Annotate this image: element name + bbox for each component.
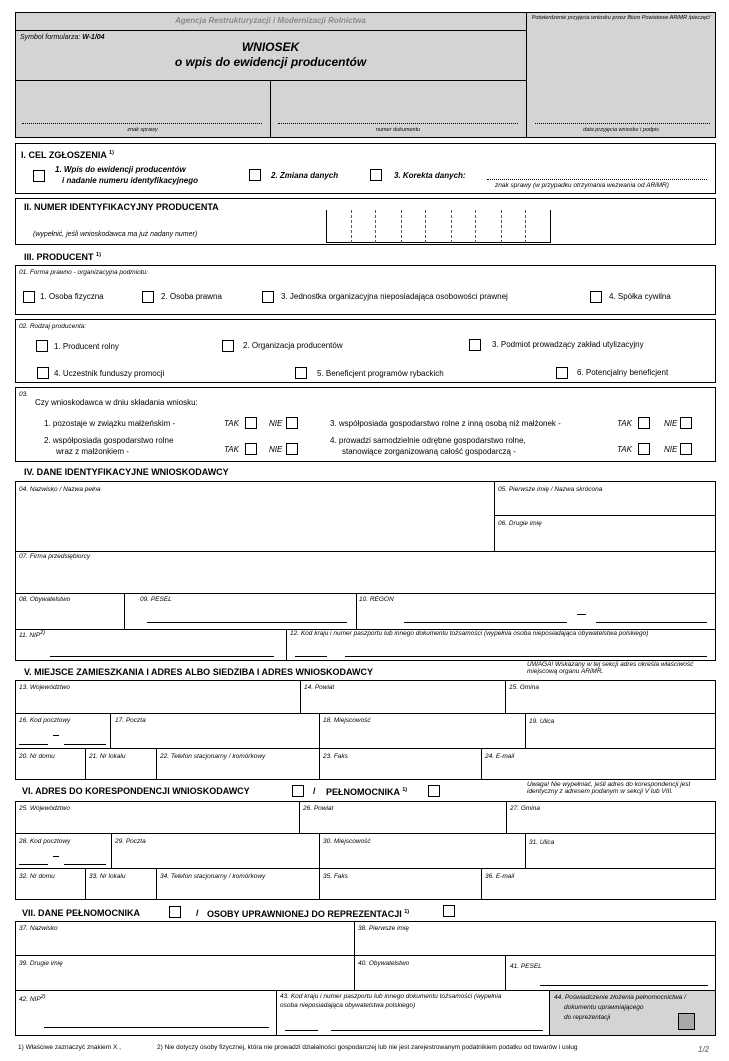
section-6-title-b: PEŁNOMOCNIKA $^{1)}$ [326,787,408,797]
q4-label-2: stanowiące zorganizowaną całość gospodarczą - [342,447,516,456]
correspondence-grid [15,801,716,900]
proxy-certification-checkbox[interactable] [678,1013,695,1030]
type-utilization: 3. Podmiot prowadzący zakład utylizacyjny [492,340,644,349]
proxy-second-name-field[interactable]: 39. Drugie imię [19,960,63,967]
nip-field[interactable]: 11. NIP$^{2)}$ [19,630,46,640]
legal-form-unit-checkbox[interactable] [262,291,274,303]
receipt-date-field[interactable]: data przyjęcia wniosku i podpis [583,127,659,133]
proxy-surname-field[interactable]: 37. Nazwisko [19,925,58,932]
voivodeship-field[interactable]: 13. Województwo [19,684,70,691]
legal-form-unit: 3. Jednostka organizacyjna nieposiadająca osobowości prawnej [281,292,508,301]
proxy-pesel-field[interactable]: 41. PESEL [510,963,542,970]
producer-id-cells[interactable] [326,210,551,243]
q1-yes-checkbox[interactable] [245,417,257,429]
legal-form-civil-checkbox[interactable] [590,291,602,303]
purpose-correction-checkbox[interactable] [370,169,382,181]
purpose-change-label: 2. Zmiana danych [271,171,339,180]
proxy-certification-2: dokumentu uprawniającego [564,1004,644,1011]
proxy-passport-field-2: osoba nieposiadająca obywatelstwa polskiego) [280,1002,416,1009]
locality-field[interactable]: 18. Miejscowość [323,717,371,724]
proxy-certification: 44. Poświadczenie złożenia pełnomocnictwa / [554,994,686,1001]
post-office-field[interactable]: 17. Poczta [115,717,146,724]
q2-no-checkbox[interactable] [286,443,298,455]
proxy-nip-field[interactable]: 42. NIP$^{2)}$ [19,994,46,1004]
q4-no: NIE [664,445,678,454]
corr-post-office-field[interactable]: 29. Poczta [115,838,146,845]
legal-form-legal-checkbox[interactable] [142,291,154,303]
corr-email-field[interactable]: 36. E-mail [485,873,515,880]
apartment-number-field[interactable]: 21. Nr lokalu [89,753,126,760]
marital-label: 03. [19,391,29,398]
q3-no: NIE [664,419,678,428]
corr-postal-code-field[interactable]: 28. Kod pocztowy [19,838,71,845]
proxy-first-name-field[interactable]: 38. Pierwsze imię [358,925,409,932]
second-name-field[interactable]: 06. Drugie imię [498,520,542,527]
section-3-title: III. PRODUCENT $^{1)}$ [24,252,101,262]
q4-no-checkbox[interactable] [680,443,692,455]
section-7-title: VII. DANE PEŁNOMOCNIKA [22,908,141,918]
marital-question: Czy wnioskodawca w dniu składania wniosku: [35,398,198,407]
proxy-passport-field[interactable]: 43. Kod kraju i numer paszportu lub innego dokumentu tożsamości (wypełnia [280,993,502,1000]
section-4-title: IV. DANE IDENTYFIKACYJNE WNIOSKODAWCY [24,467,229,477]
type-utilization-checkbox[interactable] [469,339,481,351]
corr-apartment-field[interactable]: 33. Nr lokalu [89,873,126,880]
fax-field[interactable]: 23. Faks [323,753,348,760]
section-5-title: V. MIEJSCE ZAMIESZKANIA I ADRES ALBO SIEDZIBA I ADRES WNIOSKODAWCY [24,667,374,677]
phone-field[interactable]: 22. Telefon stacjonarny / komórkowy [160,753,266,760]
proxy-certification-3: do reprezentacji [564,1014,611,1021]
q2-label-2: wraz z małżonkiem - [56,447,129,456]
representative-checkbox[interactable] [443,905,455,917]
producer-id-note: (wypełnić, jeśli wnioskodawca ma już nadany numer) [33,231,198,238]
regon-field[interactable]: 10. REGON [359,596,394,603]
producer-type-label: 02. Rodzaj producenta: [19,323,87,330]
legal-form-legal: 2. Osoba prawna [161,292,222,301]
postal-code-field[interactable]: 16. Kod pocztowy [19,717,71,724]
q1-no-checkbox[interactable] [286,417,298,429]
type-organization-checkbox[interactable] [222,340,234,352]
corr-house-number-field[interactable]: 32. Nr domu [19,873,55,880]
q4-yes: TAK [617,445,632,454]
legal-form-civil: 4. Spółka cywilna [609,292,671,301]
surname-field[interactable]: 04. Nazwisko / Nazwa pełna [19,486,101,493]
section-7-title-b: OSOBY UPRAWNIONEJ DO REPREZENTACJI $^{1)}$ [207,909,410,919]
email-field[interactable]: 24. E-mail [485,753,515,760]
correction-case-number[interactable]: znak sprawy (w przypadku otrzymania wezwania od ARiMR) [495,182,669,189]
correspondence-applicant-checkbox[interactable] [292,785,304,797]
corr-locality-field[interactable]: 30. Miejscowość [323,838,371,845]
q2-no: NIE [269,445,283,454]
page-number: 1/2 [698,1045,710,1054]
q1-no: NIE [269,419,283,428]
proxy-checkbox[interactable] [169,906,181,918]
q3-yes: TAK [617,419,632,428]
section-7-slash: / [196,908,199,918]
q4-label: 4. prowadzi samodzielnie odrębne gospodarstwo rolne, [330,436,526,445]
type-farmer-checkbox[interactable] [36,340,48,352]
purpose-register-label: 1. Wpis do ewidencji producentów [55,165,186,174]
section-6-warning: Uwaga! Nie wypełniać, jeśli adres do korespondencji jest identyczny z adresem podanym w sekcji V lub VIII. [527,781,691,796]
type-fishery-checkbox[interactable] [295,367,307,379]
q1-yes: TAK [224,419,239,428]
legal-form-natural-checkbox[interactable] [23,291,35,303]
legal-form-label: 01. Forma prawno - organizacyjna podmiotu: [19,269,148,276]
q1-label: 1. pozostaje w związku małżeńskim - [44,419,176,428]
corr-street-field[interactable]: 31. Ulica [529,839,555,846]
type-potential: 6. Potencjalny beneficjent [577,368,669,377]
type-organization: 2. Organizacja producentów [243,341,343,350]
commune-field[interactable]: 15. Gmina [509,684,539,691]
section-1-title: I. CEL ZGŁOSZENIA $^{1)}$ [21,150,114,160]
form-subtitle: o wpis do ewidencji producentów [174,55,367,69]
type-fishery: 5. Beneficjent programów rybackich [317,369,444,378]
footnote-2: 2) Nie dotyczy osoby fizycznej, która nie prowadzi działalności gospodarczej lub nie jest zarejestrowanym podatnikiem podatku od towarów i usług [157,1044,578,1051]
document-number-field[interactable]: numer dokumentu [375,127,421,133]
case-number-field[interactable]: znak sprawy [127,127,158,133]
q2-label: 2. współposiada gospodarstwo rolne [44,436,174,445]
purpose-correction-label: 3. Korekta danych: [394,171,466,180]
q4-yes-checkbox[interactable] [638,443,650,455]
section-5-warning: UWAGA! Wskazany w tej sekcji adres określa właściwość miejscową organu ARiMR. [527,661,694,676]
corr-fax-field[interactable]: 35. Faks [323,873,348,880]
section-2-title: II. NUMER IDENTYFIKACYJNY PRODUCENTA [24,202,219,212]
type-potential-checkbox[interactable] [556,367,568,379]
form-title: WNIOSEK [241,40,300,54]
district-field[interactable]: 14. Powiat [304,684,335,691]
pesel-field[interactable]: 09. PESEL [140,596,172,603]
address-grid [15,680,716,780]
q3-label: 3. współposiada gospodarstwo rolne z inną osobą niż małżonek - [330,419,561,428]
symbol-label: Symbol formularza: W-1/04 [20,34,105,41]
q2-yes-checkbox[interactable] [245,443,257,455]
corr-district-field[interactable]: 26. Powiat [303,805,334,812]
type-fund-checkbox[interactable] [37,367,49,379]
q3-no-checkbox[interactable] [680,417,692,429]
purpose-register-label-2: i nadanie numeru identyfikacyjnego [62,176,199,185]
first-name-field[interactable]: 05. Pierwsze imię / Nazwa skrócona [498,486,603,493]
correspondence-proxy-checkbox[interactable] [428,785,440,797]
footnote-1: 1) Właściwe zaznaczyć znakiem X , [18,1044,121,1051]
q2-yes: TAK [224,445,239,454]
agency-name: Agencja Restrukturyzacji i Modernizacji Rolnictwa [175,16,366,25]
section-6-slash: / [313,786,316,796]
street-field[interactable]: 19. Ulica [529,718,555,725]
proxy-citizenship-field[interactable]: 40. Obywatelstwo [358,960,410,967]
purpose-register-checkbox[interactable] [33,170,45,182]
passport-field[interactable]: 12. Kod kraju i numer paszportu lub innego dokumentu tożsamości (wypełnia osoba nieposiadająca obywatelstwa polskiego) [290,630,649,637]
citizenship-field[interactable]: 08. Obywatelstwo [19,596,71,603]
corr-voivodeship-field[interactable]: 25. Województwo [19,805,70,812]
purpose-change-checkbox[interactable] [249,169,261,181]
corr-phone-field[interactable]: 34. Telefon stacjonarny / komórkowy [160,873,266,880]
type-fund: 4. Uczestnik funduszy promocji [54,369,165,378]
section-6-title: VI. ADRES DO KORESPONDENCJI WNIOSKODAWCY [22,786,250,796]
house-number-field[interactable]: 20. Nr domu [19,753,55,760]
legal-form-natural: 1. Osoba fizyczna [40,292,104,301]
company-field[interactable]: 07. Firma przedsiębiorcy [19,553,91,560]
type-farmer: 1. Producent rolny [54,342,119,351]
confirm-text: Potwierdzenie przyjęcia wniosku przez Biuro Powiatowe ARiMR /pieczęć/ [531,15,711,21]
corr-commune-field[interactable]: 27. Gmina [510,805,540,812]
q3-yes-checkbox[interactable] [638,417,650,429]
